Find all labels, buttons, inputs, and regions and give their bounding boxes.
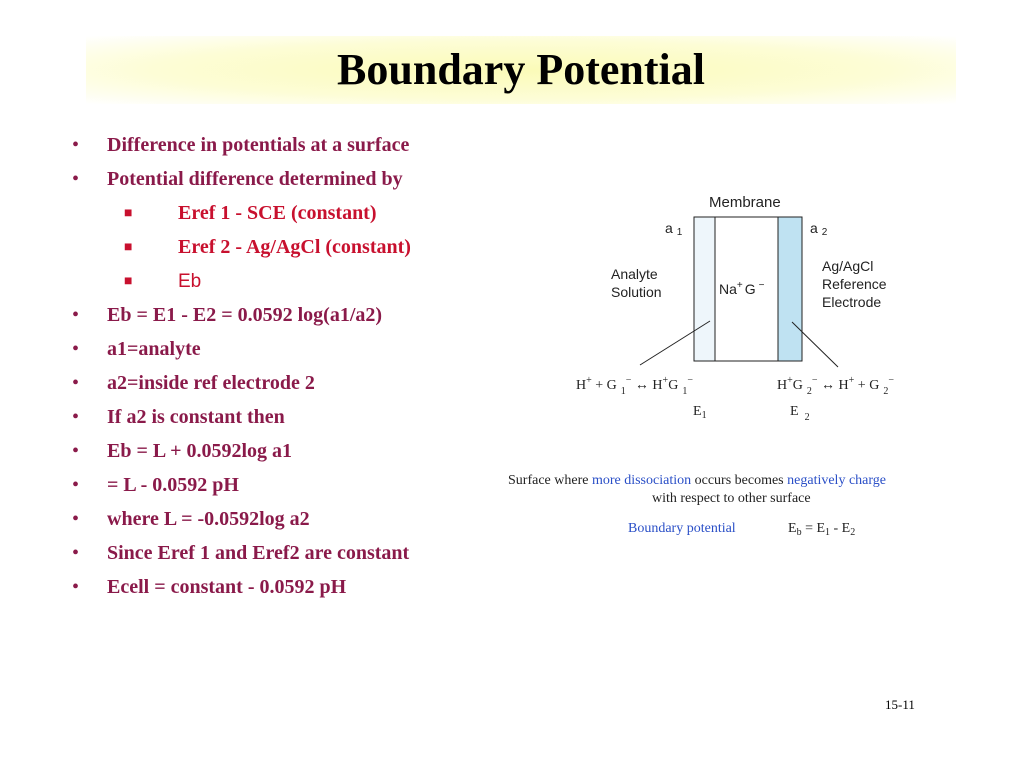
bullet-dot-icon: • <box>72 168 80 190</box>
membrane-right-layer <box>778 217 802 361</box>
bullet-item <box>70 404 510 431</box>
a1-label: a 1 <box>665 220 683 238</box>
bullet-dot-icon: • <box>72 372 80 394</box>
square-bullet-icon: ■ <box>124 206 133 221</box>
sub-bullet-item <box>70 268 510 295</box>
sub-bullet-text: Eref 2 - Ag/AgCl (constant) <box>178 236 411 258</box>
equation-right: H+G $_2$− ↔ H+ + G $_2$− <box>777 375 894 397</box>
bullet-text: Difference in potentials at a surface <box>107 134 410 156</box>
membrane-content-label: Na+ G − <box>719 280 765 297</box>
bullet-text: Eb = L + 0.0592log a1 <box>107 440 293 462</box>
bullet-text: = L - 0.0592 pH <box>107 474 239 496</box>
ref-label-line2: Reference <box>822 276 887 292</box>
bullet-item <box>70 370 510 397</box>
ref-label-line1: Ag/AgCl <box>822 258 874 274</box>
bullet-item <box>70 166 510 193</box>
bullet-dot-icon: • <box>72 406 80 428</box>
bullet-text: where L = -0.0592log a2 <box>107 508 310 530</box>
bullet-text: Eb = E1 - E2 = 0.0592 log(a1/a2) <box>107 304 383 326</box>
square-bullet-icon: ■ <box>124 274 133 289</box>
analyte-label-line2: Solution <box>611 284 662 300</box>
caption-line2: with respect to other surface <box>652 491 811 506</box>
e1-label: $E_1$ <box>693 404 707 421</box>
bullet-dot-icon: • <box>72 508 80 530</box>
bullet-dot-icon: • <box>72 440 80 462</box>
bullet-item <box>70 574 510 601</box>
sub-bullet-text: Eref 1 - SCE (constant) <box>178 202 377 224</box>
a2-label: a 2 <box>810 220 828 238</box>
analyte-label-line1: Analyte <box>611 266 658 282</box>
membrane-diagram <box>500 185 1020 550</box>
equation-left: H+ + G $_1$− ↔ H+G $_1$− <box>576 375 693 397</box>
bullet-item <box>70 336 510 363</box>
bullet-dot-icon: • <box>72 338 80 360</box>
bullet-item <box>70 302 510 329</box>
bullet-text: a2=inside ref electrode 2 <box>107 372 315 394</box>
bullet-text: Ecell = constant - 0.0592 pH <box>107 576 347 598</box>
bullet-item <box>70 540 510 567</box>
bullet-dot-icon: • <box>72 304 80 326</box>
bullet-item <box>70 132 510 159</box>
bullet-text: Since Eref 1 and Eref2 are constant <box>107 542 410 564</box>
caption-line1: Surface where more dissociation occurs becomes negatively charge <box>508 473 887 488</box>
ref-label-line3: Electrode <box>822 294 882 310</box>
sub-bullet-item <box>70 200 510 227</box>
bullet-dot-icon: • <box>72 542 80 564</box>
boundary-potential-equation: $E_b = E_1 - E_2$ <box>788 521 856 538</box>
bullet-item <box>70 438 510 465</box>
membrane-label: Membrane <box>709 194 781 211</box>
bullet-list <box>70 132 510 608</box>
bullet-text: If a2 is constant then <box>107 406 285 428</box>
bullet-dot-icon: • <box>72 134 80 156</box>
square-bullet-icon: ■ <box>124 240 133 255</box>
bullet-item <box>70 472 510 499</box>
bullet-dot-icon: • <box>72 474 80 496</box>
membrane-left-layer <box>694 217 715 361</box>
title-band <box>86 36 956 104</box>
boundary-potential-label: Boundary potential <box>628 521 736 536</box>
slide-title: Boundary Potential <box>337 45 705 94</box>
e2-label: E $_2$ <box>790 404 810 423</box>
bullet-dot-icon: • <box>72 576 80 598</box>
bullet-text: a1=analyte <box>107 338 201 360</box>
bullet-item <box>70 506 510 533</box>
sub-bullet-text: Eb <box>178 271 202 292</box>
sub-bullet-item <box>70 234 510 261</box>
page-number: 15-11 <box>885 697 915 712</box>
bullet-text: Potential difference determined by <box>107 168 403 190</box>
